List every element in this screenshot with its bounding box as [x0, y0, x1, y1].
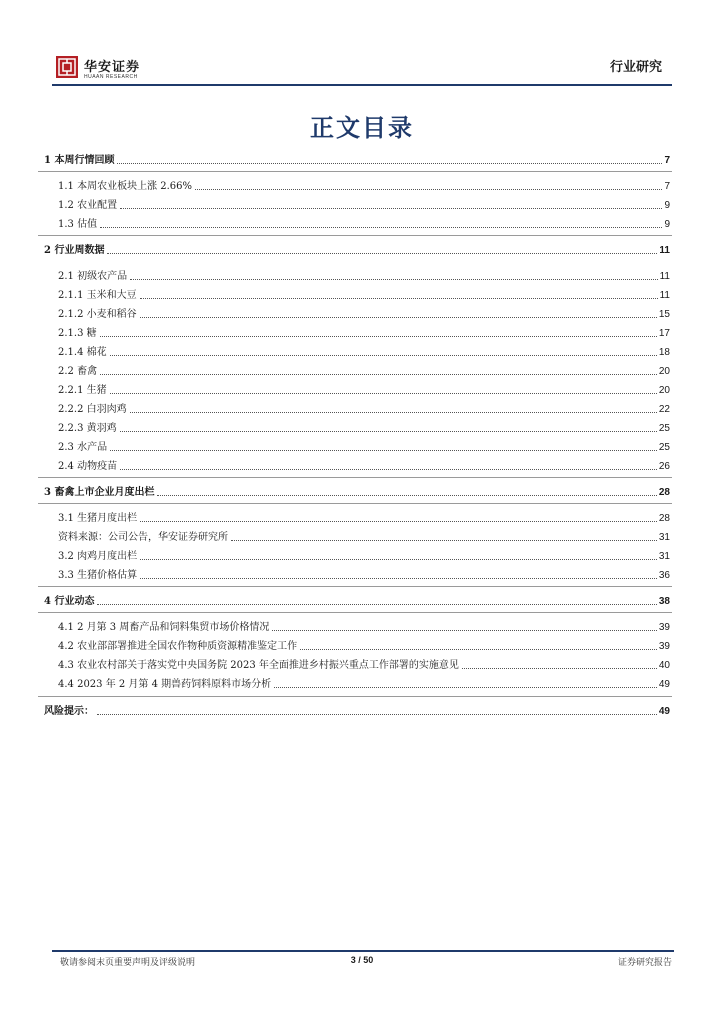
- toc-entry[interactable]: [58, 510, 670, 526]
- toc-entry-label: 4.2 农业部部署推进全国农作物种质资源精准鉴定工作: [58, 641, 298, 652]
- toc-entry-label: 1.2 农业配置: [58, 200, 118, 211]
- toc-entry-label: 3 畜禽上市企业月度出栏: [44, 487, 155, 498]
- toc-entry[interactable]: [58, 363, 670, 379]
- toc-entry-page: 49: [658, 706, 670, 717]
- toc-entry[interactable]: [58, 268, 670, 284]
- toc-entry-label: 4.1 2 月第 3 周畜产品和饲料集贸市场价格情况: [58, 622, 270, 633]
- toc-entry-page: 49: [658, 679, 670, 690]
- toc-leader-dots: [272, 630, 657, 631]
- toc-entry-page: 9: [664, 200, 670, 211]
- toc-entry-page: 39: [658, 641, 670, 652]
- report-type: 行业研究: [609, 60, 662, 75]
- toc-entry-page: 20: [658, 385, 670, 396]
- toc-entry-label: 3.2 肉鸡月度出栏: [58, 551, 138, 562]
- toc-entry[interactable]: [58, 619, 670, 635]
- toc-entry[interactable]: [44, 152, 670, 168]
- toc-entry[interactable]: [58, 197, 670, 213]
- toc-entry-page: 25: [658, 423, 670, 434]
- toc-leader-dots: [195, 189, 662, 190]
- toc-entry-page: 11: [659, 245, 670, 256]
- toc-entry-page: 15: [658, 309, 670, 320]
- toc-leader-dots: [140, 317, 657, 318]
- toc-entry-label: 1.1 本周农业板块上涨 2.66%: [58, 181, 193, 192]
- toc-entry-page: 39: [658, 622, 670, 633]
- toc-entry-label: 2.2 畜禽: [58, 366, 98, 377]
- toc-entry[interactable]: [58, 382, 670, 398]
- toc-entry[interactable]: [58, 439, 670, 455]
- toc-entry[interactable]: [58, 638, 670, 654]
- toc-entry[interactable]: [58, 344, 670, 360]
- toc-entry[interactable]: [58, 458, 670, 474]
- toc-entry-label: 2.3 水产品: [58, 442, 108, 453]
- toc-entry[interactable]: [58, 306, 670, 322]
- toc-leader-dots: [100, 336, 657, 337]
- toc-entry-page: 38: [658, 596, 670, 607]
- toc-leader-dots: [110, 393, 657, 394]
- toc-leader-dots: [120, 469, 657, 470]
- toc-entry[interactable]: [44, 593, 670, 609]
- toc-leader-dots: [140, 298, 658, 299]
- toc-entry[interactable]: [58, 657, 670, 673]
- toc-entry-label: 2.4 动物疫苗: [58, 461, 118, 472]
- toc-entry-page: 9: [664, 219, 670, 230]
- footer-divider: [52, 950, 674, 952]
- toc-entry-page: 7: [664, 181, 670, 192]
- toc-entry[interactable]: [58, 567, 670, 583]
- toc-entry-label: 2.1.3 糖: [58, 328, 97, 339]
- toc-leader-dots: [157, 495, 656, 496]
- toc-entry-label: 1 本周行情回顾: [44, 155, 115, 166]
- toc-leader-dots: [117, 163, 662, 164]
- toc-leader-dots: [130, 412, 657, 413]
- toc-leader-dots: [120, 431, 657, 432]
- section-divider: [38, 586, 672, 587]
- toc-entry-label: 2.2.2 白羽肉鸡: [58, 404, 127, 415]
- toc-leader-dots: [300, 649, 657, 650]
- toc-leader-dots: [462, 668, 657, 669]
- toc-entry-page: 18: [658, 347, 670, 358]
- toc-leader-dots: [110, 355, 657, 356]
- toc-entry[interactable]: [58, 529, 670, 545]
- toc-leader-dots: [97, 604, 656, 605]
- toc-entry[interactable]: [44, 242, 670, 258]
- brand-subtitle: HUAAN RESEARCH: [84, 74, 138, 80]
- toc-leader-dots: [120, 208, 662, 209]
- section-divider: [38, 235, 672, 236]
- section-divider: [38, 477, 672, 478]
- toc-entry-label: 2.2.3 黄羽鸡: [58, 423, 117, 434]
- toc-entry[interactable]: [58, 287, 670, 303]
- toc-title: 正文目录: [310, 113, 414, 142]
- toc-entry[interactable]: [58, 548, 670, 564]
- toc-leader-dots: [110, 450, 657, 451]
- toc-entry-page: 36: [658, 570, 670, 581]
- toc-leader-dots: [274, 687, 657, 688]
- toc-entry-page: 20: [658, 366, 670, 377]
- section-divider: [38, 612, 672, 613]
- toc-leader-dots: [97, 714, 657, 715]
- toc-entry[interactable]: [58, 676, 670, 692]
- toc-entry-label: 4.4 2023 年 2 月第 4 期兽药饲料原料市场分析: [58, 679, 272, 690]
- toc-entry-page: 26: [658, 461, 670, 472]
- toc-entry-label: 2.1 初级农产品: [58, 271, 128, 282]
- toc-entry-label: 风险提示：: [44, 706, 94, 717]
- toc-entry-label: 4.3 农业农村部关于落实党中央国务院 2023 年全面推进乡村振兴重点工作部署的实施意见: [58, 660, 459, 671]
- section-divider: [38, 171, 672, 172]
- toc-entry-label: 2.1.4 棉花: [58, 347, 107, 358]
- toc-entry[interactable]: [44, 484, 670, 500]
- toc-entry[interactable]: [58, 420, 670, 436]
- toc-entry-page: 7: [664, 155, 670, 166]
- toc-entry-page: 17: [658, 328, 670, 339]
- toc-entry-page: 25: [658, 442, 670, 453]
- toc-entry-page: 11: [659, 290, 670, 301]
- toc-entry[interactable]: [58, 178, 670, 194]
- toc-entry-label: 2.1.2 小麦和稻谷: [58, 309, 137, 320]
- toc-entry-label: 2.2.1 生猪: [58, 385, 107, 396]
- toc-entry-label: 1.3 估值: [58, 219, 98, 230]
- toc-entry-page: 11: [659, 271, 670, 282]
- toc-entry-label: 3.1 生猪月度出栏: [58, 513, 138, 524]
- section-divider: [38, 696, 672, 697]
- toc-leader-dots: [100, 374, 657, 375]
- toc-entry-page: 28: [658, 513, 670, 524]
- toc-entry-page: 40: [658, 660, 670, 671]
- toc-leader-dots: [231, 540, 657, 541]
- toc-entry-label: 3.3 生猪价格估算: [58, 570, 138, 581]
- footer-report-label: 证券研究报告: [617, 958, 672, 968]
- toc-leader-dots: [140, 559, 657, 560]
- toc-leader-dots: [130, 279, 658, 280]
- page-number: 3 / 50: [350, 955, 374, 965]
- toc-entry-page: 28: [658, 487, 670, 498]
- toc-entry[interactable]: [58, 325, 670, 341]
- toc-entry-page: 31: [658, 532, 670, 543]
- toc-entry-label: 4 行业动态: [44, 596, 95, 607]
- toc-entry-page: 31: [658, 551, 670, 562]
- toc-entry[interactable]: [58, 401, 670, 417]
- toc-leader-dots: [140, 578, 657, 579]
- toc-leader-dots: [100, 227, 662, 228]
- toc-entry-page: 22: [658, 404, 670, 415]
- toc-entry-label: 2.1.1 玉米和大豆: [58, 290, 137, 301]
- toc-entry[interactable]: [58, 216, 670, 232]
- toc-leader-dots: [140, 521, 657, 522]
- toc-entry-label: 2 行业周数据: [44, 245, 105, 256]
- toc-entry[interactable]: [44, 703, 670, 719]
- toc-leader-dots: [107, 253, 657, 254]
- brand-name: 华安证券: [84, 60, 141, 75]
- toc-entry-label: 资料来源：公司公告，华安证券研究所: [58, 532, 228, 543]
- section-divider: [38, 503, 672, 504]
- footer-disclaimer: 敬请参阅末页重要声明及评级说明: [60, 958, 196, 968]
